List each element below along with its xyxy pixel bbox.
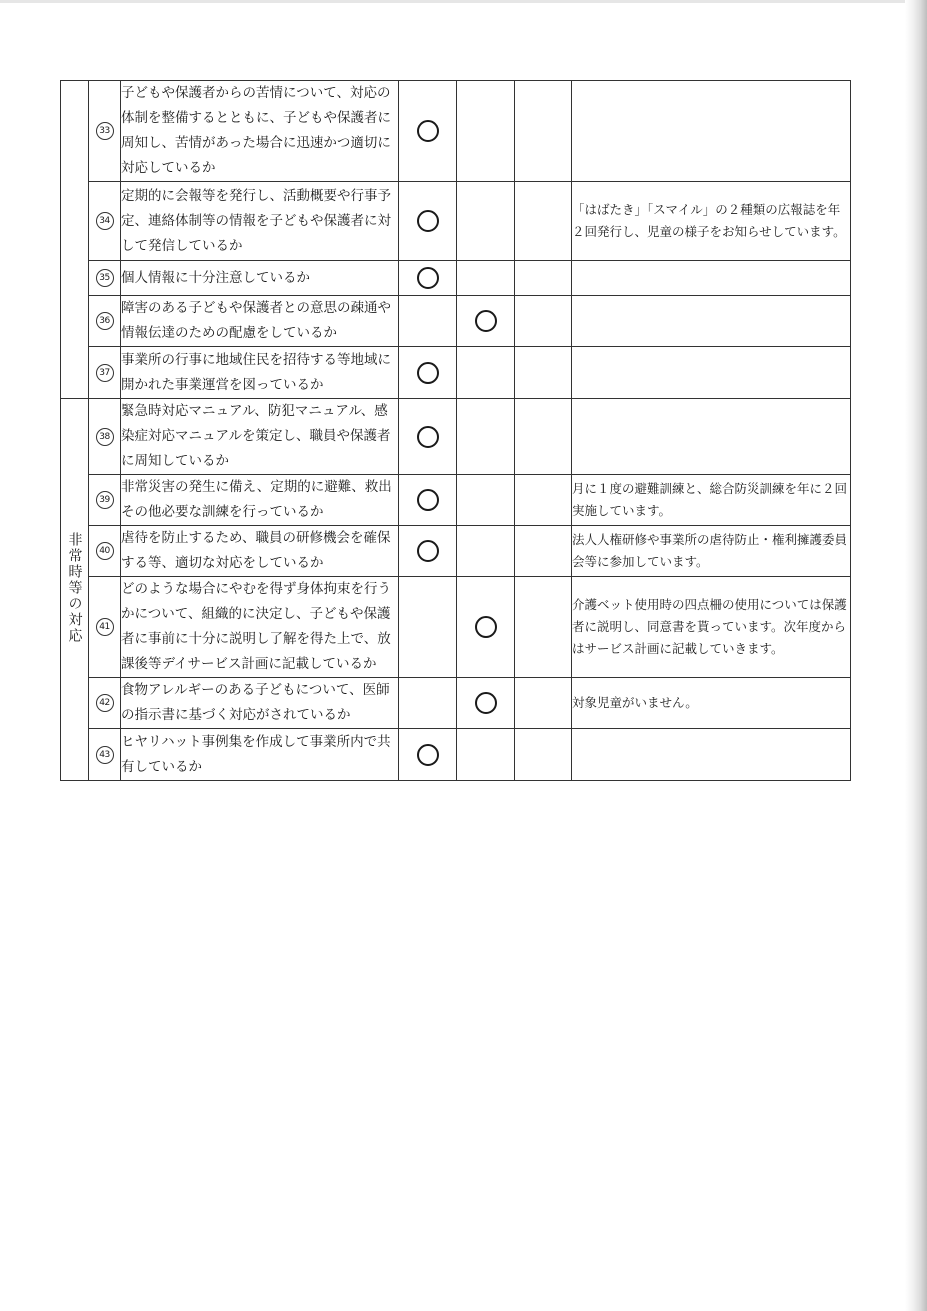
mark-yes-cell [399, 296, 457, 347]
mark-yes-cell [399, 729, 457, 781]
circle-mark-icon [475, 310, 497, 332]
mark-no-cell [515, 729, 572, 781]
mark-no-cell [515, 182, 572, 261]
mark-dk-cell [457, 475, 515, 526]
mark-yes-cell [399, 261, 457, 296]
circle-mark-icon [417, 120, 439, 142]
mark-yes-cell [399, 399, 457, 475]
mark-yes-cell [399, 347, 457, 399]
circle-mark-icon [417, 489, 439, 511]
table-row [61, 261, 851, 296]
table-row [61, 475, 851, 526]
scan-top-edge [0, 0, 905, 3]
mark-yes-cell [399, 577, 457, 678]
mark-yes-cell [399, 182, 457, 261]
remark-cell [572, 261, 851, 296]
circle-mark-icon [475, 692, 497, 714]
remark-cell: 法人人権研修や事業所の虐待防止・権利擁護委員会等に参加しています。 [572, 526, 851, 577]
circle-mark-icon [417, 362, 439, 384]
evaluation-table [60, 80, 851, 781]
item-text: 個人情報に十分注意しているか [121, 261, 399, 296]
circle-mark-icon [417, 744, 439, 766]
item-text: 虐待を防止するため、職員の研修機会を確保する等、適切な対応をしているか [121, 526, 399, 577]
item-number: 42 [89, 678, 121, 729]
mark-no-cell [515, 475, 572, 526]
mark-no-cell [515, 678, 572, 729]
item-text: ヒヤリハット事例集を作成して事業所内で共有しているか [121, 729, 399, 781]
item-number: 41 [89, 577, 121, 678]
remark-cell [572, 399, 851, 475]
mark-dk-cell [457, 182, 515, 261]
table-row [61, 182, 851, 261]
mark-no-cell [515, 261, 572, 296]
mark-no-cell [515, 296, 572, 347]
table-row [61, 81, 851, 182]
remark-cell: 対象児童がいません。 [572, 678, 851, 729]
table-row [61, 729, 851, 781]
mark-no-cell [515, 347, 572, 399]
item-text: 非常災害の発生に備え、定期的に避難、救出その他必要な訓練を行っているか [121, 475, 399, 526]
category-cell-emergency [61, 399, 89, 781]
item-number: 37 [89, 347, 121, 399]
mark-dk-cell [457, 577, 515, 678]
remark-cell [572, 81, 851, 182]
mark-yes-cell [399, 678, 457, 729]
item-text: 障害のある子どもや保護者との意思の疎通や情報伝達のための配慮をしているか [121, 296, 399, 347]
mark-yes-cell [399, 475, 457, 526]
mark-dk-cell [457, 81, 515, 182]
item-number: 43 [89, 729, 121, 781]
table-row [61, 296, 851, 347]
item-number: 34 [89, 182, 121, 261]
item-text: 子どもや保護者からの苦情について、対応の体制を整備するとともに、子どもや保護者に周知し、苦情があった場合に迅速かつ適切に対応しているか [121, 81, 399, 182]
mark-dk-cell [457, 347, 515, 399]
mark-dk-cell [457, 526, 515, 577]
mark-no-cell [515, 399, 572, 475]
table-row [61, 577, 851, 678]
mark-yes-cell [399, 81, 457, 182]
item-text: 食物アレルギーのある子どもについて、医師の指示書に基づく対応がされているか [121, 678, 399, 729]
mark-dk-cell [457, 261, 515, 296]
remark-cell: 介護ベット使用時の四点柵の使用については保護者に説明し、同意書を貰っています。次年度からはサービス計画に記載していきます。 [572, 577, 851, 678]
table-row [61, 347, 851, 399]
item-text: どのような場合にやむを得ず身体拘束を行うかについて、組織的に決定し、子どもや保護者に事前に十分に説明し了解を得た上で、放課後等デイサービス計画に記載しているか [121, 577, 399, 678]
remark-cell [572, 296, 851, 347]
mark-dk-cell [457, 678, 515, 729]
mark-dk-cell [457, 296, 515, 347]
remark-cell [572, 729, 851, 781]
remark-cell: 「はばたき」「スマイル」の２種類の広報誌を年２回発行し、児童の様子をお知らせしています。 [572, 182, 851, 261]
table-row [61, 526, 851, 577]
scan-right-edge [905, 0, 927, 1311]
circle-mark-icon [475, 616, 497, 638]
remark-cell: 月に１度の避難訓練と、総合防災訓練を年に２回実施しています。 [572, 475, 851, 526]
item-number: 39 [89, 475, 121, 526]
item-number: 36 [89, 296, 121, 347]
circle-mark-icon [417, 210, 439, 232]
remark-cell [572, 347, 851, 399]
item-number: 40 [89, 526, 121, 577]
mark-no-cell [515, 526, 572, 577]
item-text: 定期的に会報等を発行し、活動概要や行事予定、連絡体制等の情報を子どもや保護者に対して発信しているか [121, 182, 399, 261]
category-label: 非常時等の対応 [66, 531, 83, 644]
mark-yes-cell [399, 526, 457, 577]
item-number: 35 [89, 261, 121, 296]
table-row [61, 399, 851, 475]
circle-mark-icon [417, 267, 439, 289]
mark-dk-cell [457, 399, 515, 475]
mark-no-cell [515, 577, 572, 678]
mark-no-cell [515, 81, 572, 182]
table-row [61, 678, 851, 729]
circle-mark-icon [417, 426, 439, 448]
item-text: 事業所の行事に地域住民を招待する等地域に開かれた事業運営を図っているか [121, 347, 399, 399]
item-text: 緊急時対応マニュアル、防犯マニュアル、感染症対応マニュアルを策定し、職員や保護者に周知しているか [121, 399, 399, 475]
item-number: 33 [89, 81, 121, 182]
category-cell-upper [61, 81, 89, 399]
circle-mark-icon [417, 540, 439, 562]
mark-dk-cell [457, 729, 515, 781]
item-number: 38 [89, 399, 121, 475]
